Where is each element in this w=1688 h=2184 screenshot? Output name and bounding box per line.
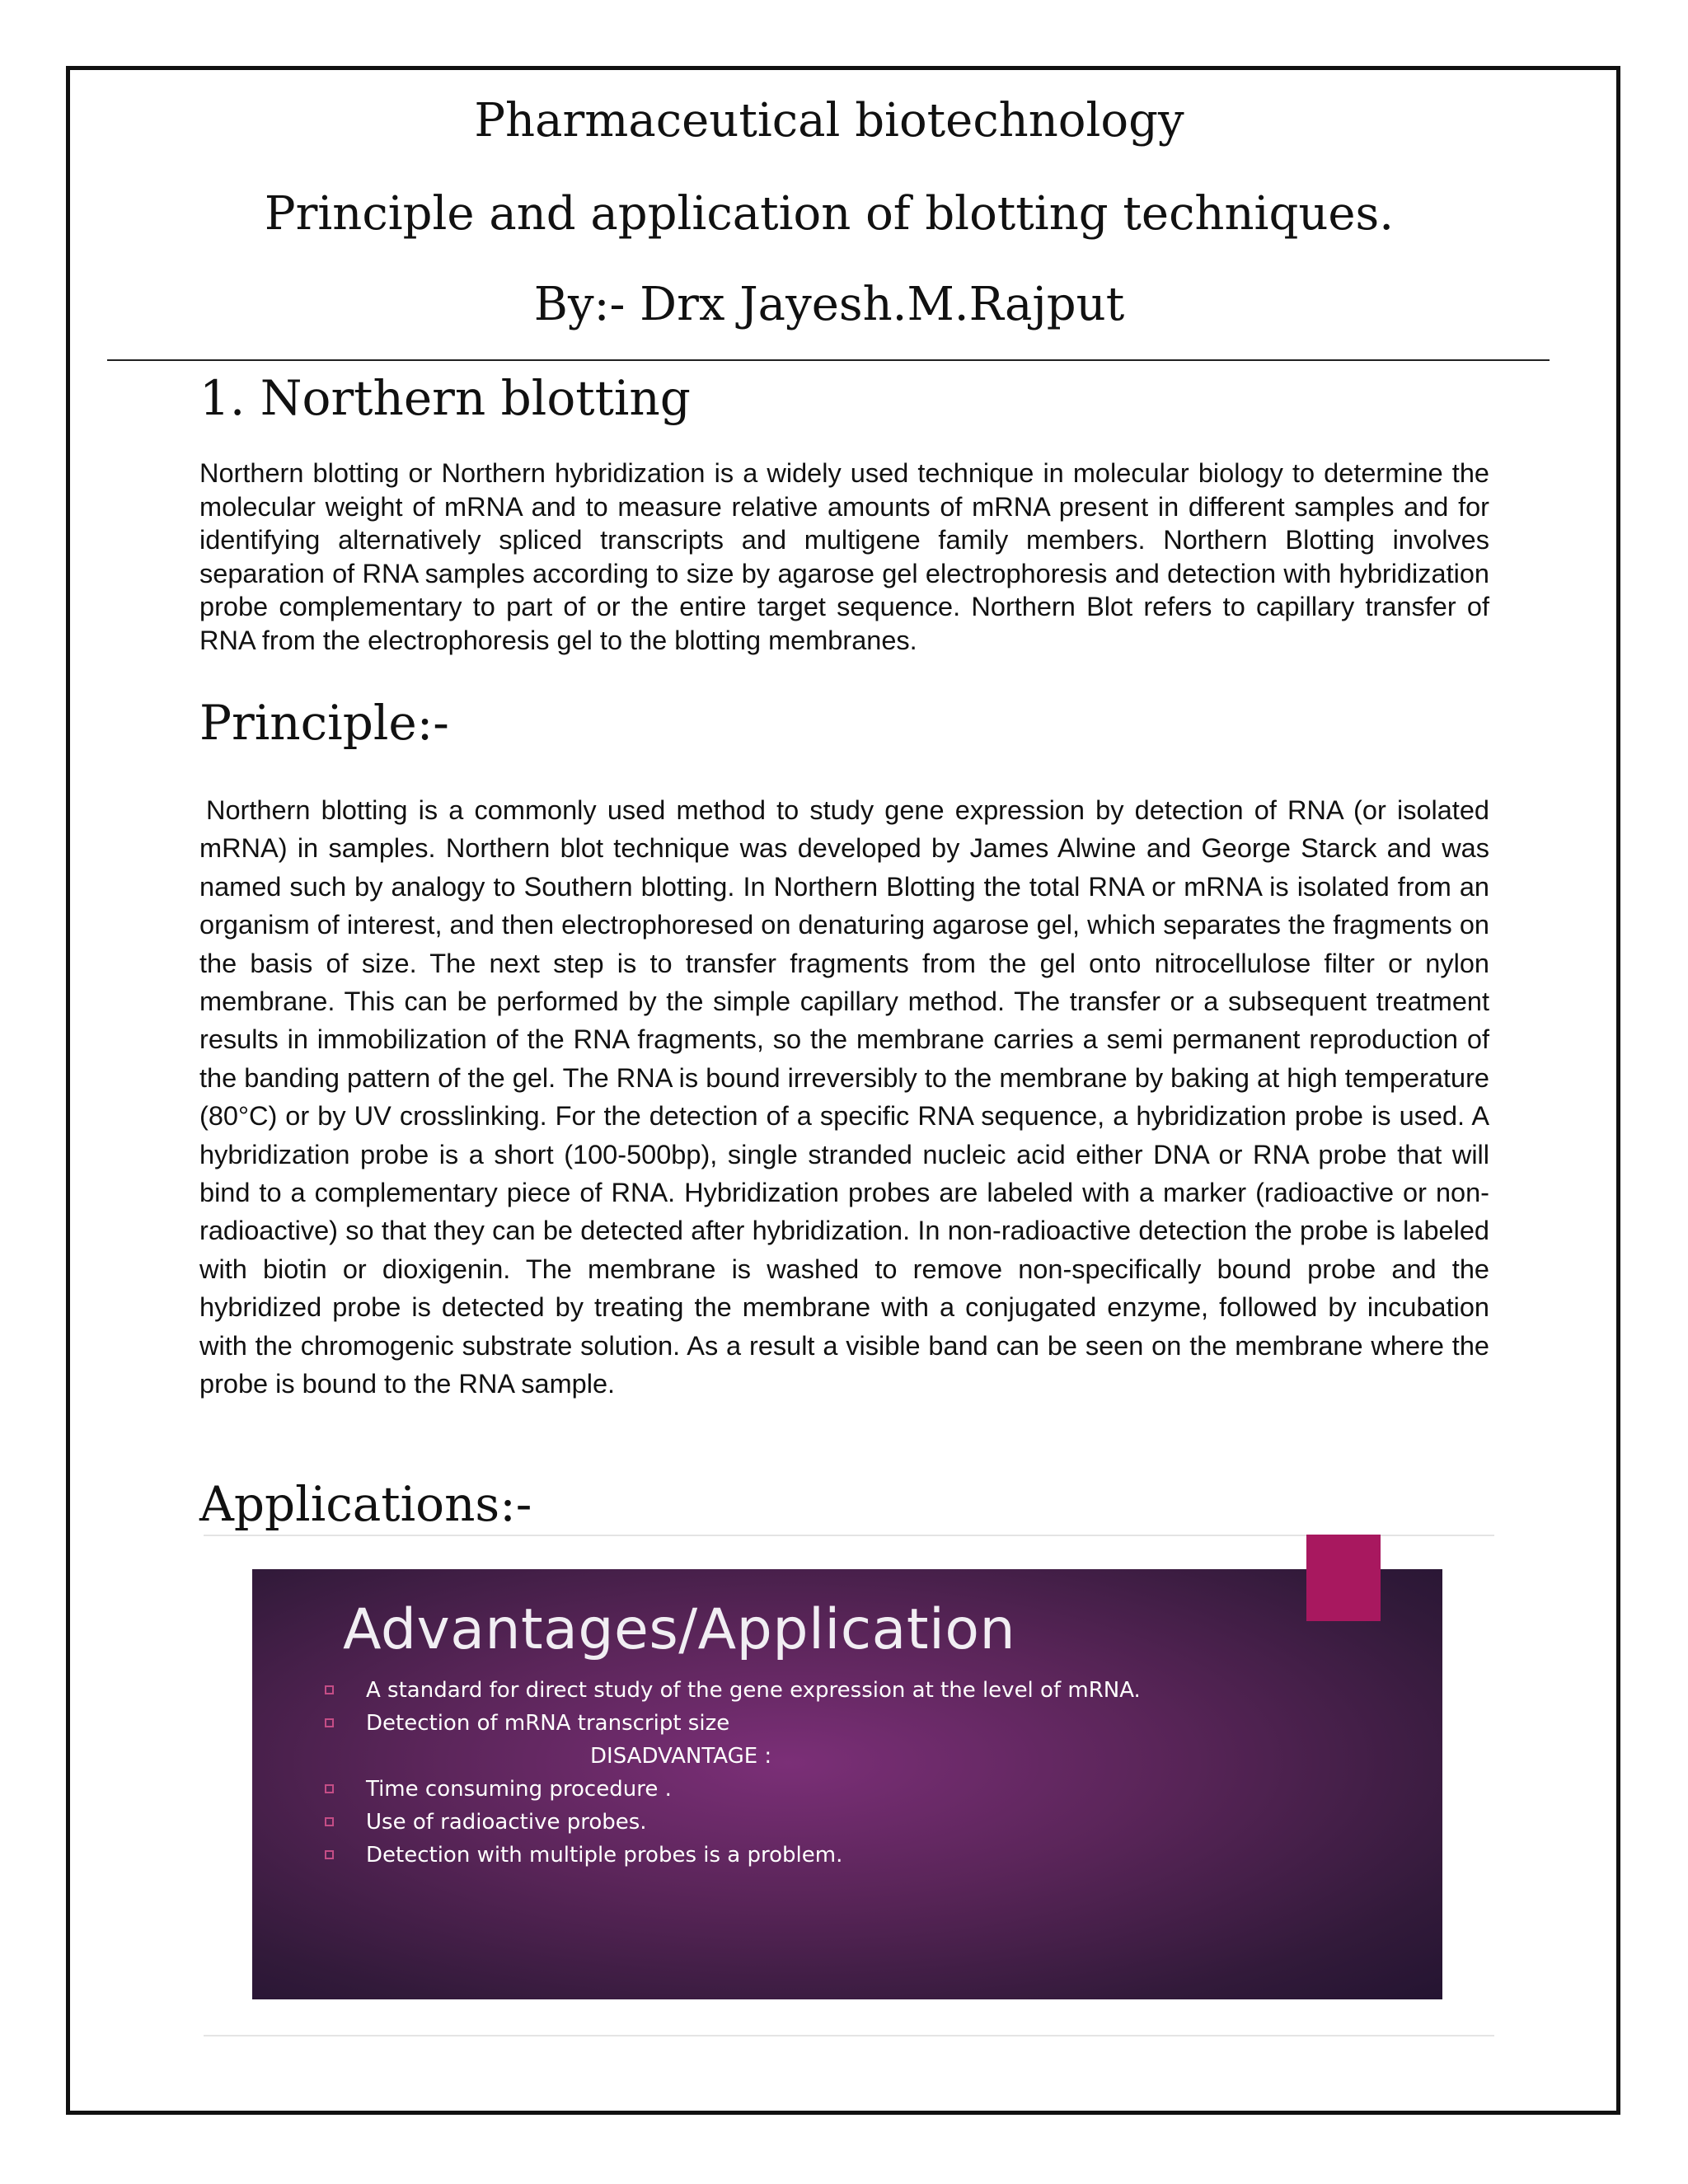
principle-paragraph: Northern blotting is a commonly used method to study gene expression by detection of RNA (or isolated mRNA) in samples. Northern blot technique was developed by James Alwine and George Starck and was named such by analogy to Southern blotting. In Northern Blotting the total RNA or mRNA is isolated from an organism of interest, and then electrophoresed on denaturing agarose gel, which separates the fragments on the basis of size. The next step is to transfer fragments from the gel onto nitrocellulose filter or nylon membrane. This can be performed by the simple capillary method. The transfer or a subsequent treatment results in immobilization of the RNA fragments, so the membrane carries a semi permanent reproduction of the banding pattern of the gel. The RNA is bound irreversibly to the membrane by baking at high temperature (80°C) or by UV crosslinking. For the detection of a specific RNA sequence, a hybridization probe is used. A hybridization probe is a short (100-500bp), single stranded nucleic acid either DNA or RNA probe that will bind to a complementary piece of RNA. Hybridization probes are labeled with a marker (radioactive or non-radioactive) so that they can be detected after hybridization. In non-radioactive detection the probe is labeled with biotin or dioxigenin. The membrane is washed to remove non-specifically bound probe and the hybridized probe is detected by treating the membrane with a conjugated enzyme, followed by incubation with the chromogenic substrate solution. As a result a visible band can be seen on the membrane where the probe is bound to the RNA sample.	[199, 795, 1489, 1399]
document-title: Principle and application of blotting techniques.	[264, 187, 1395, 241]
slide-title: Advantages/Application	[343, 1597, 1016, 1662]
principle-heading: Principle:-	[199, 695, 449, 751]
slide-disadvantage-heading: DISADVANTAGE :	[590, 1744, 772, 1769]
slide-bullet-item	[318, 1711, 1225, 1736]
slide-bullet-item	[318, 1678, 1225, 1703]
square-bullet-icon	[325, 1817, 334, 1826]
slide-item-text: Detection with multiple probes is a problem.	[366, 1843, 843, 1868]
slide-bullet-item	[318, 1843, 1225, 1868]
slide-item-text: A standard for direct study of the gene expression at the level of mRNA.	[366, 1678, 1141, 1703]
header-divider	[107, 359, 1550, 361]
square-bullet-icon	[325, 1718, 334, 1727]
author-line: By:- Drx Jayesh.M.Rajput	[533, 278, 1125, 331]
northern-blotting-heading: 1. Northern blotting	[199, 370, 691, 426]
applications-heading: Applications:-	[199, 1476, 532, 1532]
northern-intro-paragraph: Northern blotting or Northern hybridization is a widely used technique in molecular biology to determine the molecular weight of mRNA and to measure relative amounts of mRNA present in different samples and for identifying alternatively spliced transcripts and multigene family members. Northern Blotting involves separation of RNA samples according to size by agarose gel electrophoresis and detection with hybridization probe complementary to part of or the entire target sequence. Northern Blot refers to capillary transfer of RNA from the electrophoresis gel to the blotting membranes.	[199, 458, 1489, 655]
slide-bullet-item	[318, 1810, 1225, 1835]
square-bullet-icon	[325, 1784, 334, 1793]
subject-title: Pharmaceutical biotechnology	[474, 94, 1184, 148]
slide-accent-tab	[1306, 1535, 1381, 1621]
slide-item-text: Time consuming procedure .	[366, 1777, 672, 1802]
square-bullet-icon	[325, 1850, 334, 1859]
slide-bullet-list	[318, 1678, 1225, 1876]
slide-item-text: Use of radioactive probes.	[366, 1810, 647, 1835]
applications-slide-image	[252, 1569, 1442, 1999]
slide-item-text: Detection of mRNA transcript size	[366, 1711, 730, 1736]
slide-bullet-item	[318, 1777, 1225, 1802]
square-bullet-icon	[325, 1685, 334, 1694]
